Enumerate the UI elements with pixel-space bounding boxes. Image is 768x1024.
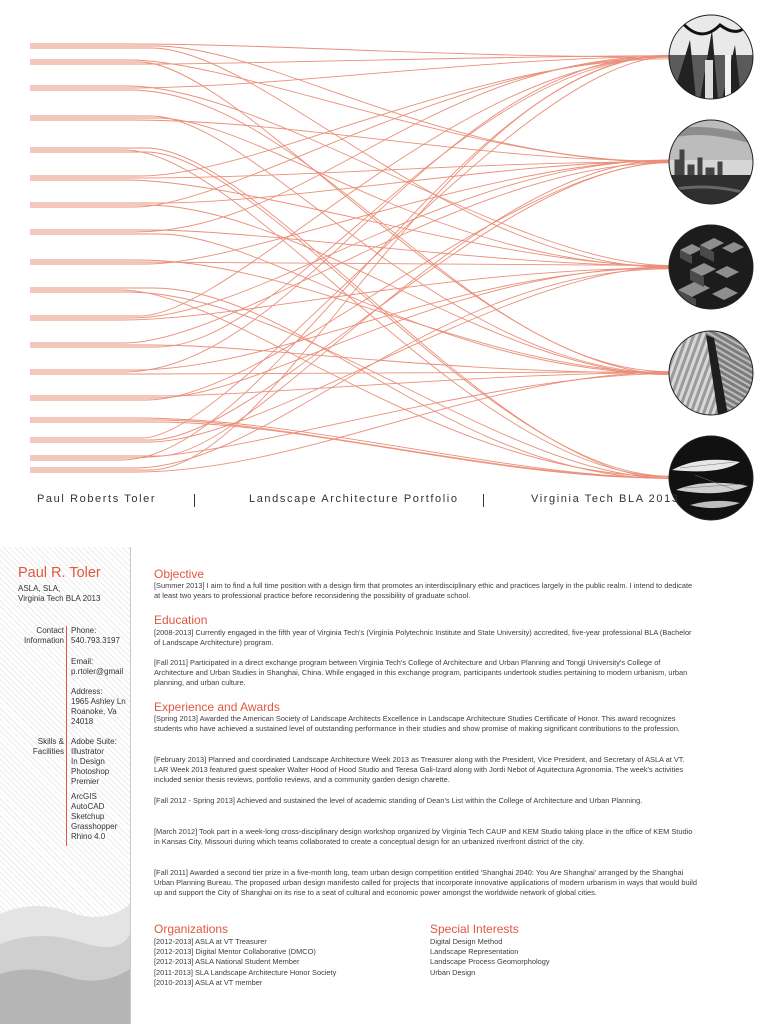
experience-entry: [Spring 2013] Awarded the American Society of Landscape Architects Excellence in Landscape Architecture Studies Certificate of Honor. This award recognizes students who have achieved a sustained level of outstanding performance in their studies and show promise of making significant contributions to the profession. [154,714,680,734]
list-item: [2012-2013] ASLA National Student Member [154,957,300,967]
skill-item: In Design [71,757,105,766]
email-block [71,657,129,677]
email-label: Email: [71,657,94,666]
skills-list [71,737,129,787]
experience-entry: [Fall 2012 - Spring 2013] Achieved and sustained the level of academic standing of Dean's List within the College of Architecture and Urban Planning. [154,796,643,805]
skill-item: Premier [71,777,100,786]
sidebar-name: Paul R. Toler [18,565,101,581]
list-item: Urban Design [430,967,476,977]
skill-item: AutoCAD [71,802,105,811]
phone-value: 540.793.3197 [71,636,120,645]
list-item: Landscape Process Geomorphology [430,957,550,967]
organizations-heading: Organizations [154,922,229,936]
header-school: Virginia Tech BLA 2013 [531,493,680,505]
experience-heading: Experience and Awards [154,700,280,714]
connection-line [30,57,669,316]
sidebar-affiliation-line: Virginia Tech BLA 2013 [18,594,101,603]
education-entry: [Fall 2011] Participated in a direct exchange program between Virginia Tech's College of Architecture and Urban Planning and Tongji University's College of Architecture and Urban Studies in Shanghai, China. While engaged in this exchange program, participants undertook studies pertaining to modern urbanism, urban planning, and urban culture. [154,658,688,688]
education-heading: Education [154,613,208,627]
skill-item: ArcGIS [71,792,97,801]
portfolio-header-bar [0,493,768,509]
header-name: Paul Roberts Toler [37,493,157,505]
list-item: [2011-2013] SLA Landscape Architecture Honor Society [154,967,337,977]
connection-line [30,46,669,162]
address-line: Roanoke, Va [71,707,117,716]
sidebar-affiliations [18,584,100,604]
skills-label [33,737,64,757]
organizations-list [154,937,336,988]
skill-item: Rhino 4.0 [71,832,106,841]
connection-line [30,267,669,442]
sidebar-landscape-graphic [0,874,130,1024]
skills-label-line: Skills & [37,737,64,746]
objective-text: [Summer 2013] I aim to find a full time position with a design firm that promotes an interdisciplinary ethic and practices largely in the public realm. I intend to dedicate at least two years to professional practice before reconsidering the possibility of graduate school. [154,581,693,601]
connection-line [30,57,669,438]
experience-entry: [February 2013] Planned and coordinated Landscape Architecture Week 2013 as Treasurer along with the President, Vice President, and Secretary of ASLA at VT. LAR Week 2013 featured guest speaker Walter Hood of Hood Studio and Teresa Gali-Izard along with Jordi Nebot of Aquitectura Agronomia. The week's activities included senior thesis reviews, portfolio reviews, and a community garden design charette. [154,755,685,785]
contact-label-line: Information [23,636,64,645]
connection-line [30,267,669,398]
connection-line [30,420,669,478]
header-divider [483,494,484,507]
contact-label [24,626,64,646]
list-item: [2012-2013] ASLA at VT Treasurer [154,937,267,946]
sidebar-affiliation-line: ASLA, SLA, [18,584,61,593]
header-divider [194,494,195,507]
skill-item: Grasshopper [71,822,118,831]
list-item: Digital Design Method [430,937,503,946]
skill-item: Adobe Suite: [71,737,117,746]
address-label: Address: [71,687,103,696]
connection-line [30,152,669,476]
education-entry: [2008-2013] Currently engaged in the fifth year of Virginia Tech's (Virginia Polytechnic Institute and State University) accredited, five-year professional BLA (Bachelor of Landscape Architecture) program. [154,628,692,648]
phone-label: Phone: [71,626,97,635]
email-value[interactable]: p.rtoler@gmail [71,667,124,676]
experience-entry: [Fall 2011] Awarded a second tier prize in a five-month long, team urban design competition entitled 'Shanghai 2040: You Are Shanghai' arranged by the Shanghai Urban Planning Bureau. The proposed urban design manifesto called for projects that incorporate innovative applications of modern urbanism in ways that would build up and support the City of Shanghai on its rise to a seat of cultural and economic power amongst the worldwide network of global cities. [154,868,697,898]
connection-line [30,268,669,320]
connection-lines [30,44,669,479]
connection-line [30,163,669,400]
connection-line [30,160,669,318]
connection-line [30,234,669,373]
skill-item: Photoshop [71,767,110,776]
interests-list [430,937,550,978]
connection-line [30,55,669,372]
interests-heading: Special Interests [430,922,519,936]
phone-block [71,626,129,646]
objective-heading: Objective [154,567,205,581]
sidebar-divider [66,626,67,846]
contact-label-line: Contact [36,626,64,635]
list-item: [2012-2013] Digital Mentor Collaborative (DMCO) [154,947,316,957]
connection-line [30,57,669,347]
address-line: 24018 [71,717,94,726]
connection-line [30,230,669,266]
skills-label-line: Facilities [32,747,64,756]
skill-item: Illustrator [71,747,104,756]
skill-item: Sketchup [71,812,105,821]
header-title: Landscape Architecture Portfolio [249,493,459,505]
address-block [71,687,129,727]
connection-line [30,373,669,396]
address-line: 1965 Ashley Ln [71,697,126,706]
resume-sidebar [0,547,131,1024]
connection-line [30,418,669,478]
experience-entry: [March 2012] Took part in a week-long cross-disciplinary design workshop organized by Virginia Tech CAUP and KEM Studio taking place in the office of KEM Studio in Kansas City, Missouri during which teams collaborated to create a conceptual design for an urbanized riverfront district of the city. [154,827,693,847]
connection-line [30,345,669,373]
skills-list-2 [71,792,129,842]
list-item: Landscape Representation [430,947,519,957]
list-item: [2010-2013] ASLA at VT member [154,977,263,987]
